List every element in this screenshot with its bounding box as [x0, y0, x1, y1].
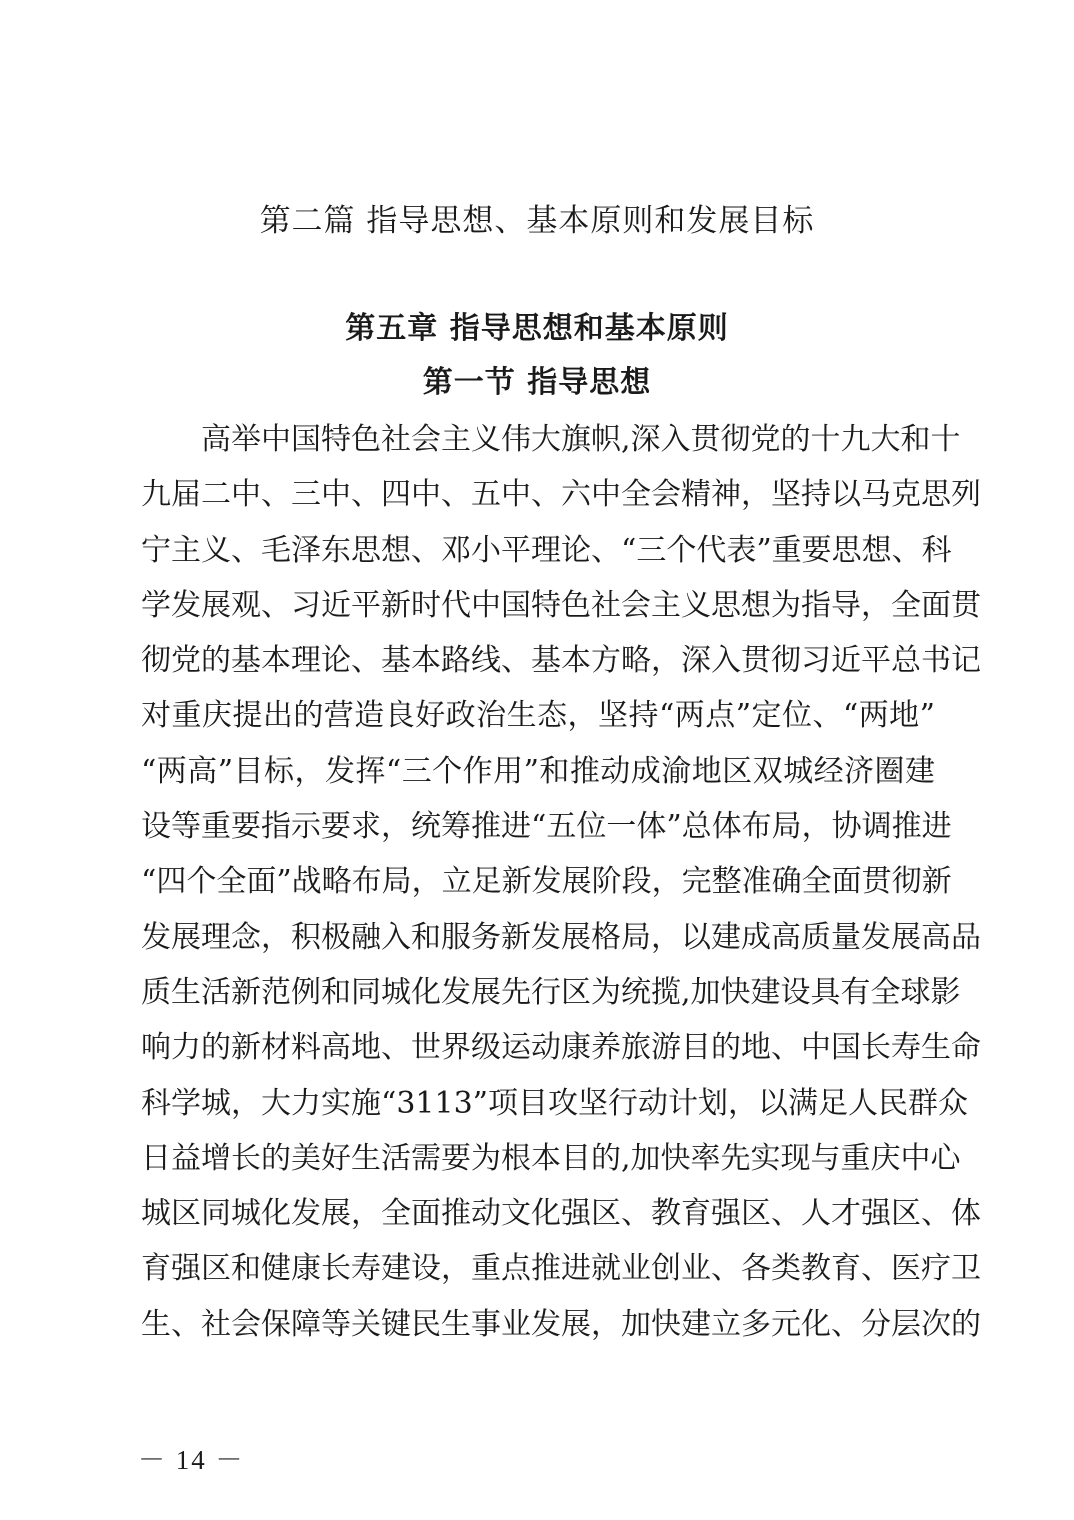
body-line: 设等重要指示要求，统筹推进“五位一体”总体布局，协调推进: [141, 809, 952, 845]
section-title: 第一节 指导思想: [422, 365, 652, 400]
body-line: 彻党的基本理论、基本路线、基本方略，深入贯彻习近平总书记: [141, 643, 981, 679]
body-line: 发展理念，积极融入和服务新发展格局，以建成高质量发展高品: [141, 919, 981, 955]
body-line: 学发展观、习近平新时代中国特色社会主义思想为指导，全面贯: [141, 587, 981, 623]
page-number: － 14 －: [138, 1445, 245, 1475]
chapter-title: 第五章 指导思想和基本原则: [345, 311, 729, 346]
body-line: 九届二中、三中、四中、五中、六中全会精神，坚持以马克思列: [141, 477, 981, 513]
body-line: 育强区和健康长寿建设，重点推进就业创业、各类教育、医疗卫: [141, 1251, 981, 1287]
body-line: 高举中国特色社会主义伟大旗帜,深入贯彻党的十九大和十: [141, 422, 961, 457]
body-line: 对重庆提出的营造良好政治生态，坚持“两点”定位、“两地”: [141, 698, 935, 734]
body-line: “四个全面”战略布局，立足新发展阶段，完整准确全面贯彻新: [141, 864, 952, 900]
body-line: 宁主义、毛泽东思想、邓小平理论、“三个代表”重要思想、科: [141, 532, 952, 568]
part-title: 第二篇 指导思想、基本原则和发展目标: [259, 203, 815, 239]
body-line: 科学城，大力实施“3113”项目攻坚行动计划，以满足人民群众: [141, 1085, 969, 1121]
body-line: 城区同城化发展，全面推动文化强区、教育强区、人才强区、体: [141, 1196, 981, 1232]
body-line: 日益增长的美好生活需要为根本目的,加快率先实现与重庆中心: [141, 1140, 961, 1176]
body-line: “两高”目标，发挥“三个作用”和推动成渝地区双城经济圈建: [141, 753, 935, 789]
body-line: 质生活新范例和同城化发展先行区为统揽,加快建设具有全球影: [141, 974, 961, 1010]
body-paragraph: [141, 412, 981, 1352]
body-line: 生、社会保障等关键民生事业发展，加快建立多元化、分层次的: [141, 1306, 981, 1342]
body-line: 响力的新材料高地、世界级运动康养旅游目的地、中国长寿生命: [141, 1030, 981, 1066]
